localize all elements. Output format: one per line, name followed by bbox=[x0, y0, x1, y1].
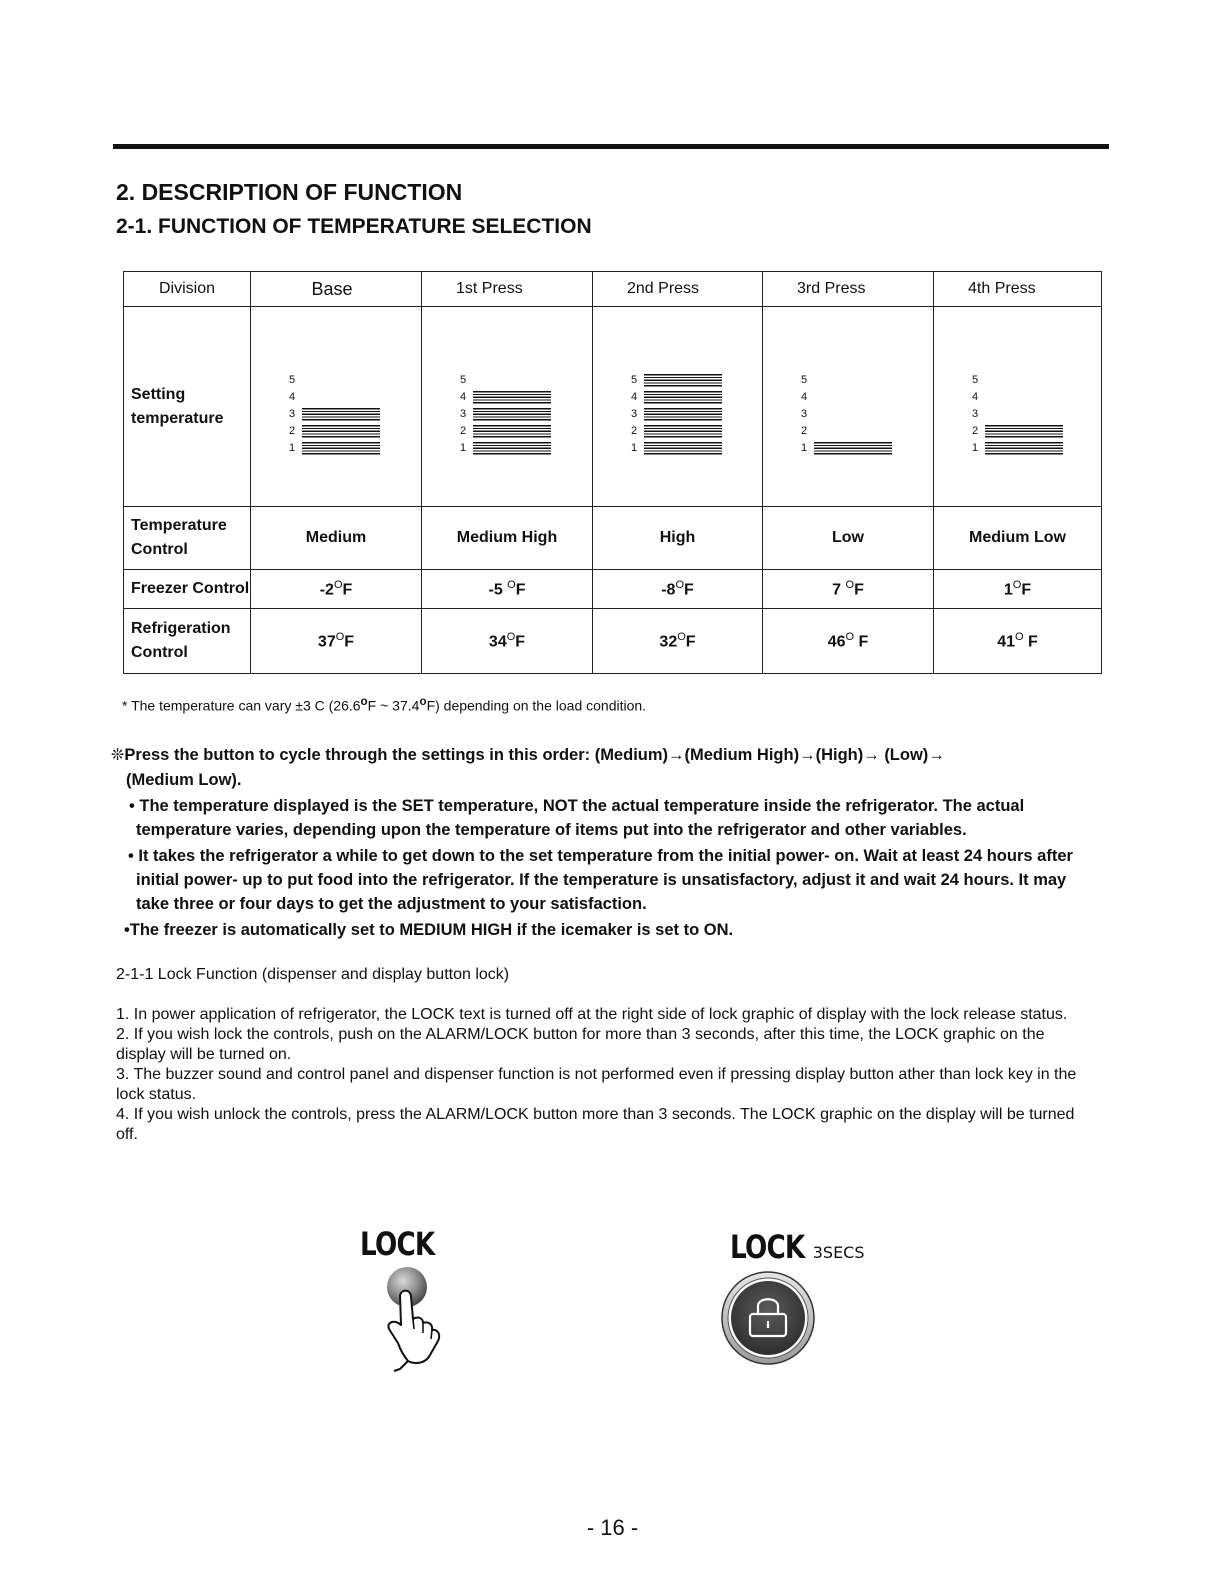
level-5 bbox=[289, 373, 389, 390]
level-number: 5 bbox=[972, 374, 979, 386]
level-5 bbox=[972, 373, 1072, 390]
level-number: 4 bbox=[631, 391, 638, 403]
level-number: 3 bbox=[289, 408, 296, 420]
col-header-1st-press: 1st Press bbox=[422, 272, 593, 307]
col-header-2nd-press: 2nd Press bbox=[593, 272, 763, 307]
level-number: 4 bbox=[460, 391, 467, 403]
level-1 bbox=[972, 441, 1072, 458]
refrigeration-value: $46^O$ F bbox=[763, 609, 934, 674]
level-2 bbox=[801, 424, 901, 441]
level-3 bbox=[972, 407, 1072, 424]
freezer-label: Freezer Control bbox=[124, 570, 251, 609]
freezer-row bbox=[124, 570, 1102, 609]
top-rule bbox=[113, 144, 1109, 149]
level-number: 2 bbox=[801, 425, 808, 437]
cycle-instruction: ❊Press the button to cycle through the settings in this order: (Medium)→(Medium High)→(High)→ (Low)→ (Medium Low). bbox=[111, 746, 945, 789]
section-heading: 2. DESCRIPTION OF FUNCTION bbox=[116, 179, 463, 205]
refrigeration-value: $32^OF$ bbox=[593, 609, 763, 674]
setting-row bbox=[124, 307, 1102, 507]
level-5 bbox=[801, 373, 901, 390]
level-number: 3 bbox=[631, 408, 638, 420]
level-4 bbox=[801, 390, 901, 407]
level-number: 1 bbox=[460, 442, 467, 454]
level-4 bbox=[460, 390, 560, 407]
level-2 bbox=[460, 424, 560, 441]
lock-press-figure bbox=[360, 1225, 460, 1385]
control-value: Medium bbox=[251, 507, 422, 570]
col-header-division: Division bbox=[124, 272, 251, 307]
list-item: 4. If you wish unlock the controls, press the ALARM/LOCK button more than 3 seconds. The LOCK graphic on the display will be turned off. bbox=[116, 1106, 1075, 1143]
bullet-set-temperature: • The temperature displayed is the SET temperature, NOT the actual temperature inside the refrigerator. The actual temperature varies, depending upon the temperature of items put into the refrigerator and other variables. bbox=[129, 797, 1025, 839]
level-bar bbox=[302, 408, 380, 421]
level-4 bbox=[631, 390, 731, 407]
level-number: 5 bbox=[801, 374, 808, 386]
level-2 bbox=[631, 424, 731, 441]
level-5 bbox=[631, 373, 731, 390]
level-number: 4 bbox=[289, 391, 296, 403]
level-number: 5 bbox=[460, 374, 467, 386]
level-number: 5 bbox=[289, 374, 296, 386]
level-number: 2 bbox=[972, 425, 979, 437]
bullet-cooldown-time: • It takes the refrigerator a while to get down to the set temperature from the initial power- on. Wait at least 24 hours after initial power- up to put food into the refrigerator. If the temperature is unsatisfactory, adjust it and wait 24 hours. It may take three or four days to get the adjustment to your satisfaction. bbox=[128, 847, 1073, 913]
control-value: High bbox=[593, 507, 763, 570]
refrigeration-row bbox=[124, 609, 1102, 674]
level-cell bbox=[934, 307, 1102, 507]
level-number: 3 bbox=[801, 408, 808, 420]
lock-label-2: LOCK bbox=[730, 1228, 805, 1266]
level-cell bbox=[251, 307, 422, 507]
bullet-icemaker: •The freezer is automatically set to MEDIUM HIGH if the icemaker is set to ON. bbox=[124, 921, 734, 939]
level-3 bbox=[289, 407, 389, 424]
level-cell bbox=[593, 307, 763, 507]
level-bar bbox=[473, 442, 551, 455]
level-bar bbox=[644, 442, 722, 455]
control-value: Low bbox=[763, 507, 934, 570]
level-bar bbox=[985, 425, 1063, 438]
level-number: 4 bbox=[801, 391, 808, 403]
page-number: - 16 - bbox=[586, 1515, 639, 1540]
col-header-base: Base bbox=[251, 272, 422, 307]
refrigeration-value: $34^OF$ bbox=[422, 609, 593, 674]
level-bar bbox=[302, 425, 380, 438]
level-1 bbox=[801, 441, 901, 458]
temperature-note: * The temperature can vary ±3 C (26.6$^o$F ~ 37.4$^o$F) depending on the load condition. bbox=[122, 695, 647, 714]
level-4 bbox=[289, 390, 389, 407]
level-1 bbox=[289, 441, 389, 458]
lock-3secs-figure bbox=[730, 1228, 930, 1378]
list-item: 2. If you wish lock the controls, push on the ALARM/LOCK button for more than 3 seconds, after this time, the LOCK graphic on the display will be turned on. bbox=[116, 1026, 1045, 1063]
list-item: 3. The buzzer sound and control panel and dispenser function is not performed even if pressing display button ather than lock key in the lock status. bbox=[116, 1066, 1077, 1103]
level-number: 1 bbox=[631, 442, 638, 454]
refrigeration-label: Refrigeration Control bbox=[124, 609, 251, 674]
level-1 bbox=[631, 441, 731, 458]
lock-button-icon bbox=[718, 1268, 818, 1368]
control-label: Temperature Control bbox=[124, 507, 251, 570]
level-bar bbox=[302, 442, 380, 455]
lock-label: LOCK bbox=[360, 1225, 435, 1263]
level-cell bbox=[422, 307, 593, 507]
level-4 bbox=[972, 390, 1072, 407]
control-row bbox=[124, 507, 1102, 570]
setting-label: Setting temperature bbox=[124, 307, 251, 507]
level-bar bbox=[473, 425, 551, 438]
level-number: 1 bbox=[801, 442, 808, 454]
level-bar bbox=[473, 408, 551, 421]
level-bar bbox=[814, 442, 892, 455]
level-number: 2 bbox=[460, 425, 467, 437]
level-number: 3 bbox=[460, 408, 467, 420]
level-bar bbox=[644, 391, 722, 404]
freezer-value: $-2^OF$ bbox=[251, 570, 422, 609]
level-1 bbox=[460, 441, 560, 458]
asterism-icon: ❊ bbox=[111, 747, 125, 764]
level-number: 2 bbox=[631, 425, 638, 437]
level-3 bbox=[631, 407, 731, 424]
level-3 bbox=[460, 407, 560, 424]
col-header-3rd-press: 3rd Press bbox=[763, 272, 934, 307]
level-number: 4 bbox=[972, 391, 979, 403]
freezer-value: $-8^OF$ bbox=[593, 570, 763, 609]
level-number: 1 bbox=[972, 442, 979, 454]
level-number: 1 bbox=[289, 442, 296, 454]
freezer-value: $1^OF$ bbox=[934, 570, 1102, 609]
freezer-value: -5 $^O$F bbox=[422, 570, 593, 609]
finger-press-icon bbox=[360, 1267, 460, 1377]
col-header-4th-press: 4th Press bbox=[934, 272, 1102, 307]
list-item: 1. In power application of refrigerator, the LOCK text is turned off at the right side of lock graphic of display with the lock release status. bbox=[116, 1006, 1068, 1023]
level-number: 2 bbox=[289, 425, 296, 437]
control-value: Medium Low bbox=[934, 507, 1102, 570]
level-5 bbox=[460, 373, 560, 390]
lock-function-title: 2-1-1 Lock Function (dispenser and display button lock) bbox=[116, 966, 510, 983]
level-2 bbox=[972, 424, 1072, 441]
level-bar bbox=[644, 408, 722, 421]
level-bar bbox=[644, 425, 722, 438]
refrigeration-value: $37^OF$ bbox=[251, 609, 422, 674]
lock-function-list bbox=[116, 1005, 1096, 1145]
header-row bbox=[124, 272, 1102, 307]
control-value: Medium High bbox=[422, 507, 593, 570]
level-2 bbox=[289, 424, 389, 441]
refrigeration-value: $41^O$ F bbox=[934, 609, 1102, 674]
level-3 bbox=[801, 407, 901, 424]
level-number: 3 bbox=[972, 408, 979, 420]
freezer-value: 7 $^O$F bbox=[763, 570, 934, 609]
level-cell bbox=[763, 307, 934, 507]
secs-label: 3SECS bbox=[812, 1243, 865, 1262]
level-number: 5 bbox=[631, 374, 638, 386]
temperature-table bbox=[123, 271, 1102, 674]
level-bar bbox=[985, 442, 1063, 455]
subsection-heading: 2-1. FUNCTION OF TEMPERATURE SELECTION bbox=[116, 215, 592, 238]
level-bar bbox=[473, 391, 551, 404]
level-bar bbox=[644, 374, 722, 387]
